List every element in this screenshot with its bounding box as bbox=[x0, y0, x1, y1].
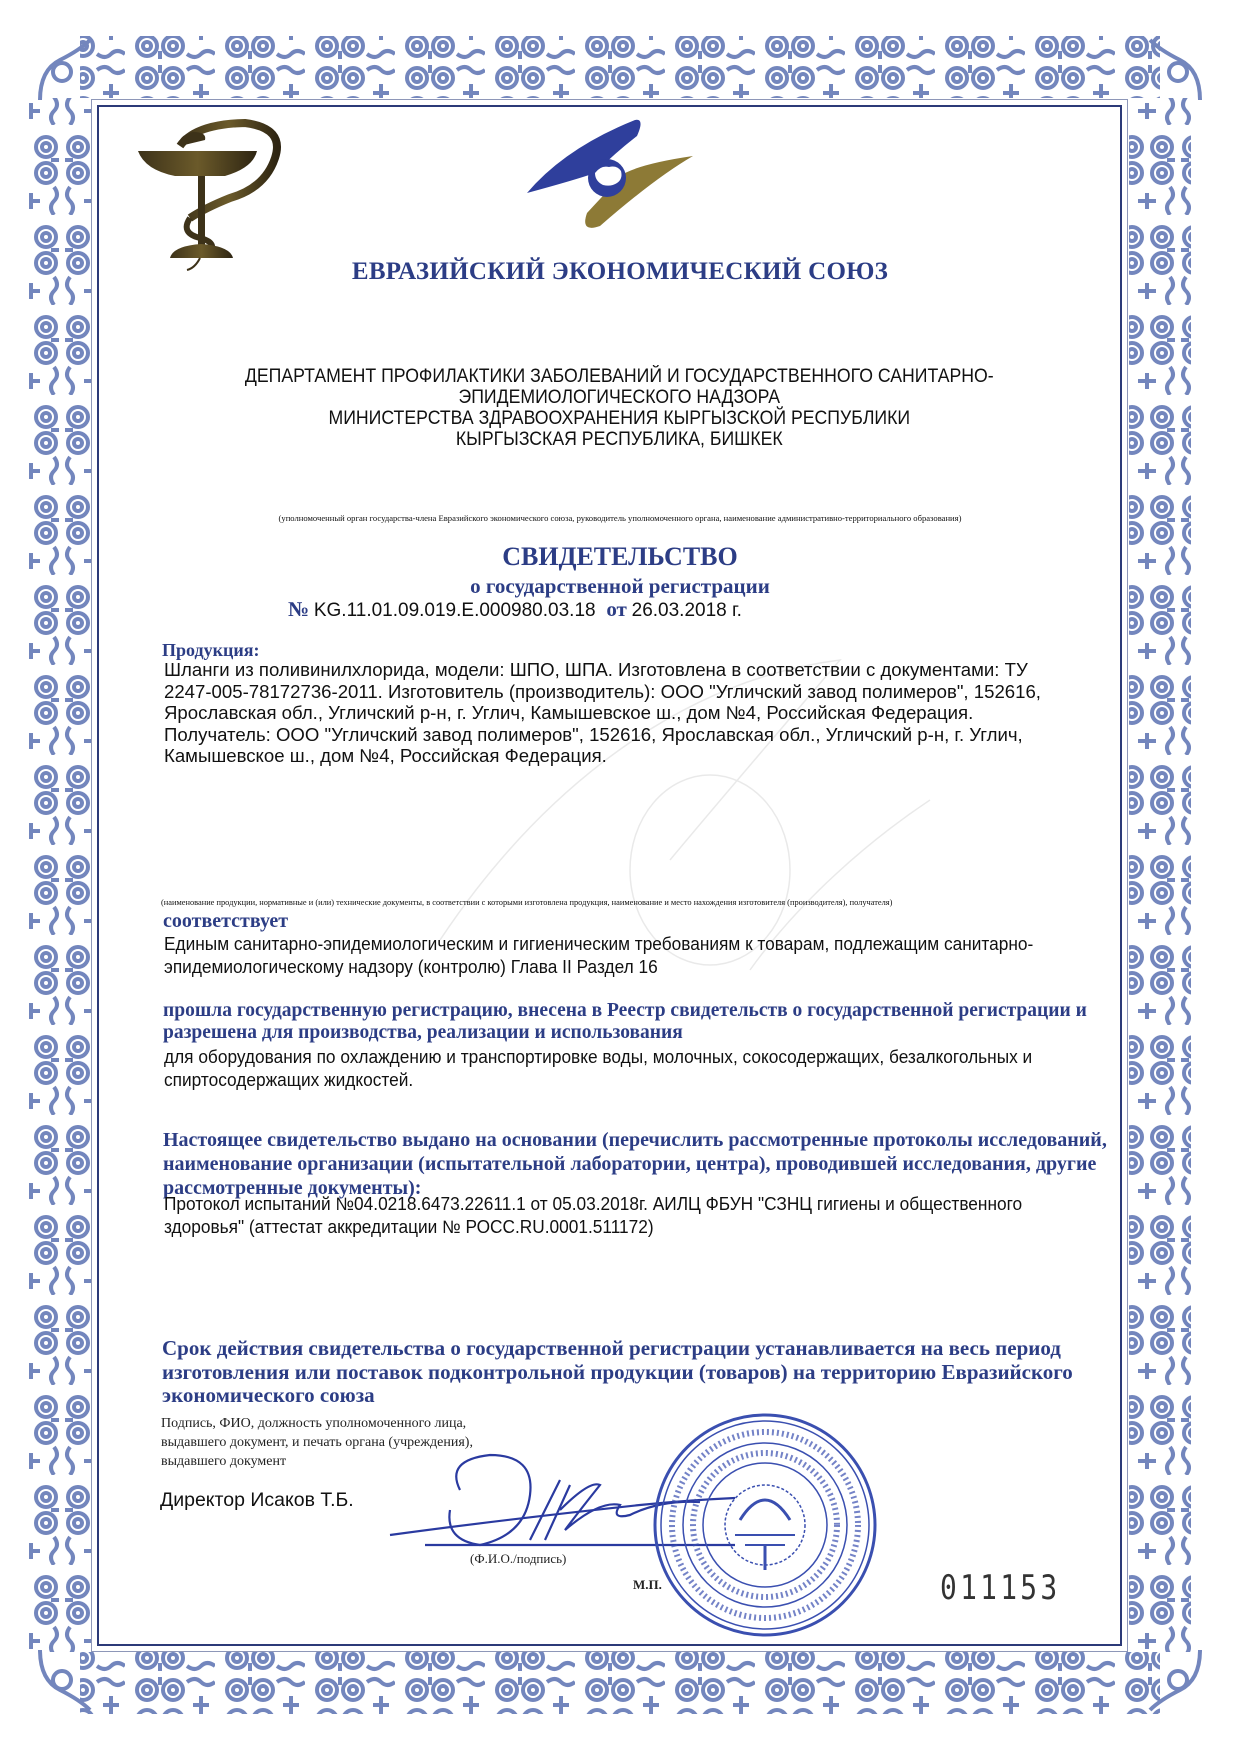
date-label: от bbox=[606, 597, 627, 621]
certificate-title: СВИДЕТЕЛЬСТВО bbox=[502, 542, 738, 571]
registration-heading: прошла государственную регистрацию, внесена в Реестр свидетельств о государственной регистрации и разрешена для производства, реализации и использования bbox=[163, 1000, 1087, 1043]
authority-name bbox=[43, 366, 1196, 450]
product-description: Шланги из поливинилхлорида, модели: ШПО, ШПА. Изготовлена в соответствии с документами: ТУ 2247-005-78172736-2011. Изготовитель (производитель): ООО "Угличский завод полимеров", 152616, Ярославская обл., Угличский р-н, г. Углич, Камышевское ш., дом №4, Российская Федерация. Получатель: ООО "Угличский завод полимеров", 152616, Ярославская обл., Угличский р-н, г. Углич, Камышевское ш., дом №4, Российская Федерация. bbox=[164, 659, 1041, 766]
stamp-label: М.П. bbox=[633, 1577, 662, 1592]
compliance-text: Единым санитарно-эпидемиологическим и гигиеническим требованиям к товарам, подлежащим санитарно-эпидемиологическому надзору (контролю) Глава II Раздел 16 bbox=[164, 934, 1034, 977]
certificate-subtitle: о государственной регистрации bbox=[470, 574, 770, 598]
bowl-of-hygieia-icon bbox=[135, 118, 285, 273]
basis-heading: Настоящее свидетельство выдано на основании (перечислить рассмотренные протоколы исследований, наименование организации (испытательной лаборатории, центра), проводившей исследования, другие рассмотренные документы): bbox=[163, 1129, 1107, 1199]
product-heading: Продукция: bbox=[162, 640, 260, 660]
registration-text: для оборудования по охлаждению и транспортировке воды, молочных, сокосодержащих, безалкогольных и спиртосодержащих жидкостей. bbox=[164, 1047, 1033, 1090]
signature-note-line: выдавшего документ, и печать органа (учреждения), bbox=[161, 1435, 473, 1450]
basis-text: Протокол испытаний №04.0218.6473.22611.1 от 05.03.2018г. АИЛЦ ФБУН "СЗНЦ гигиены и общественного здоровья" (аттестат аккредитации № РОСС.RU.0001.511172) bbox=[164, 1194, 1023, 1237]
validity-statement: Срок действия свидетельства о государственной регистрации устанавливается на весь период изготовления или поставок подконтрольной продукции (товаров) на территорию Евразийского экономического союза bbox=[162, 1336, 1073, 1407]
authority-line: КЫРГЫЗСКАЯ РЕСПУБЛИКА, БИШКЕК bbox=[455, 429, 783, 450]
certificate-number-line bbox=[288, 597, 742, 622]
fio-signature-label: (Ф.И.О./подпись) bbox=[470, 1551, 567, 1566]
compliance-heading: соответствует bbox=[163, 910, 289, 932]
authority-line: МИНИСТЕРСТВА ЗДРАВООХРАНЕНИЯ КЫРГЫЗСКОЙ РЕСПУБЛИКИ bbox=[328, 408, 911, 429]
certificate-number: KG.11.01.09.019.E.000980.03.18 bbox=[313, 600, 596, 621]
authority-line: ЭПИДЕМИОЛОГИЧЕСКОГО НАДЗОРА bbox=[458, 387, 781, 408]
product-note: (наименование продукции, нормативные и (или) технические документы, в соответствии с которыми изготовлена продукция, наименование и место нахождения изготовителя (производителя), получателя) bbox=[161, 898, 893, 907]
serial-number: 011153 bbox=[940, 1568, 1061, 1608]
number-label: № bbox=[288, 597, 310, 621]
signature-note-line: Подпись, ФИО, должность уполномоченного лица, bbox=[161, 1416, 467, 1431]
eaeu-emblem-icon bbox=[525, 118, 695, 228]
signature-note-line: выдавшего документ bbox=[161, 1454, 287, 1469]
authority-note: (уполномоченный орган государства-члена Евразийского экономического союза, руководитель уполномоченного органа, наименование административно-территориального образования) bbox=[278, 513, 962, 523]
union-title: ЕВРАЗИЙСКИЙ ЭКОНОМИЧЕСКИЙ СОЮЗ bbox=[351, 258, 889, 285]
certificate-date: 26.03.2018 г. bbox=[631, 600, 742, 621]
official-stamp-icon bbox=[640, 1410, 890, 1640]
signer-name: Директор Исаков Т.Б. bbox=[160, 1489, 354, 1511]
authority-line: ДЕПАРТАМЕНТ ПРОФИЛАКТИКИ ЗАБОЛЕВАНИЙ И ГОСУДАРСТВЕННОГО САНИТАРНО- bbox=[244, 366, 994, 387]
